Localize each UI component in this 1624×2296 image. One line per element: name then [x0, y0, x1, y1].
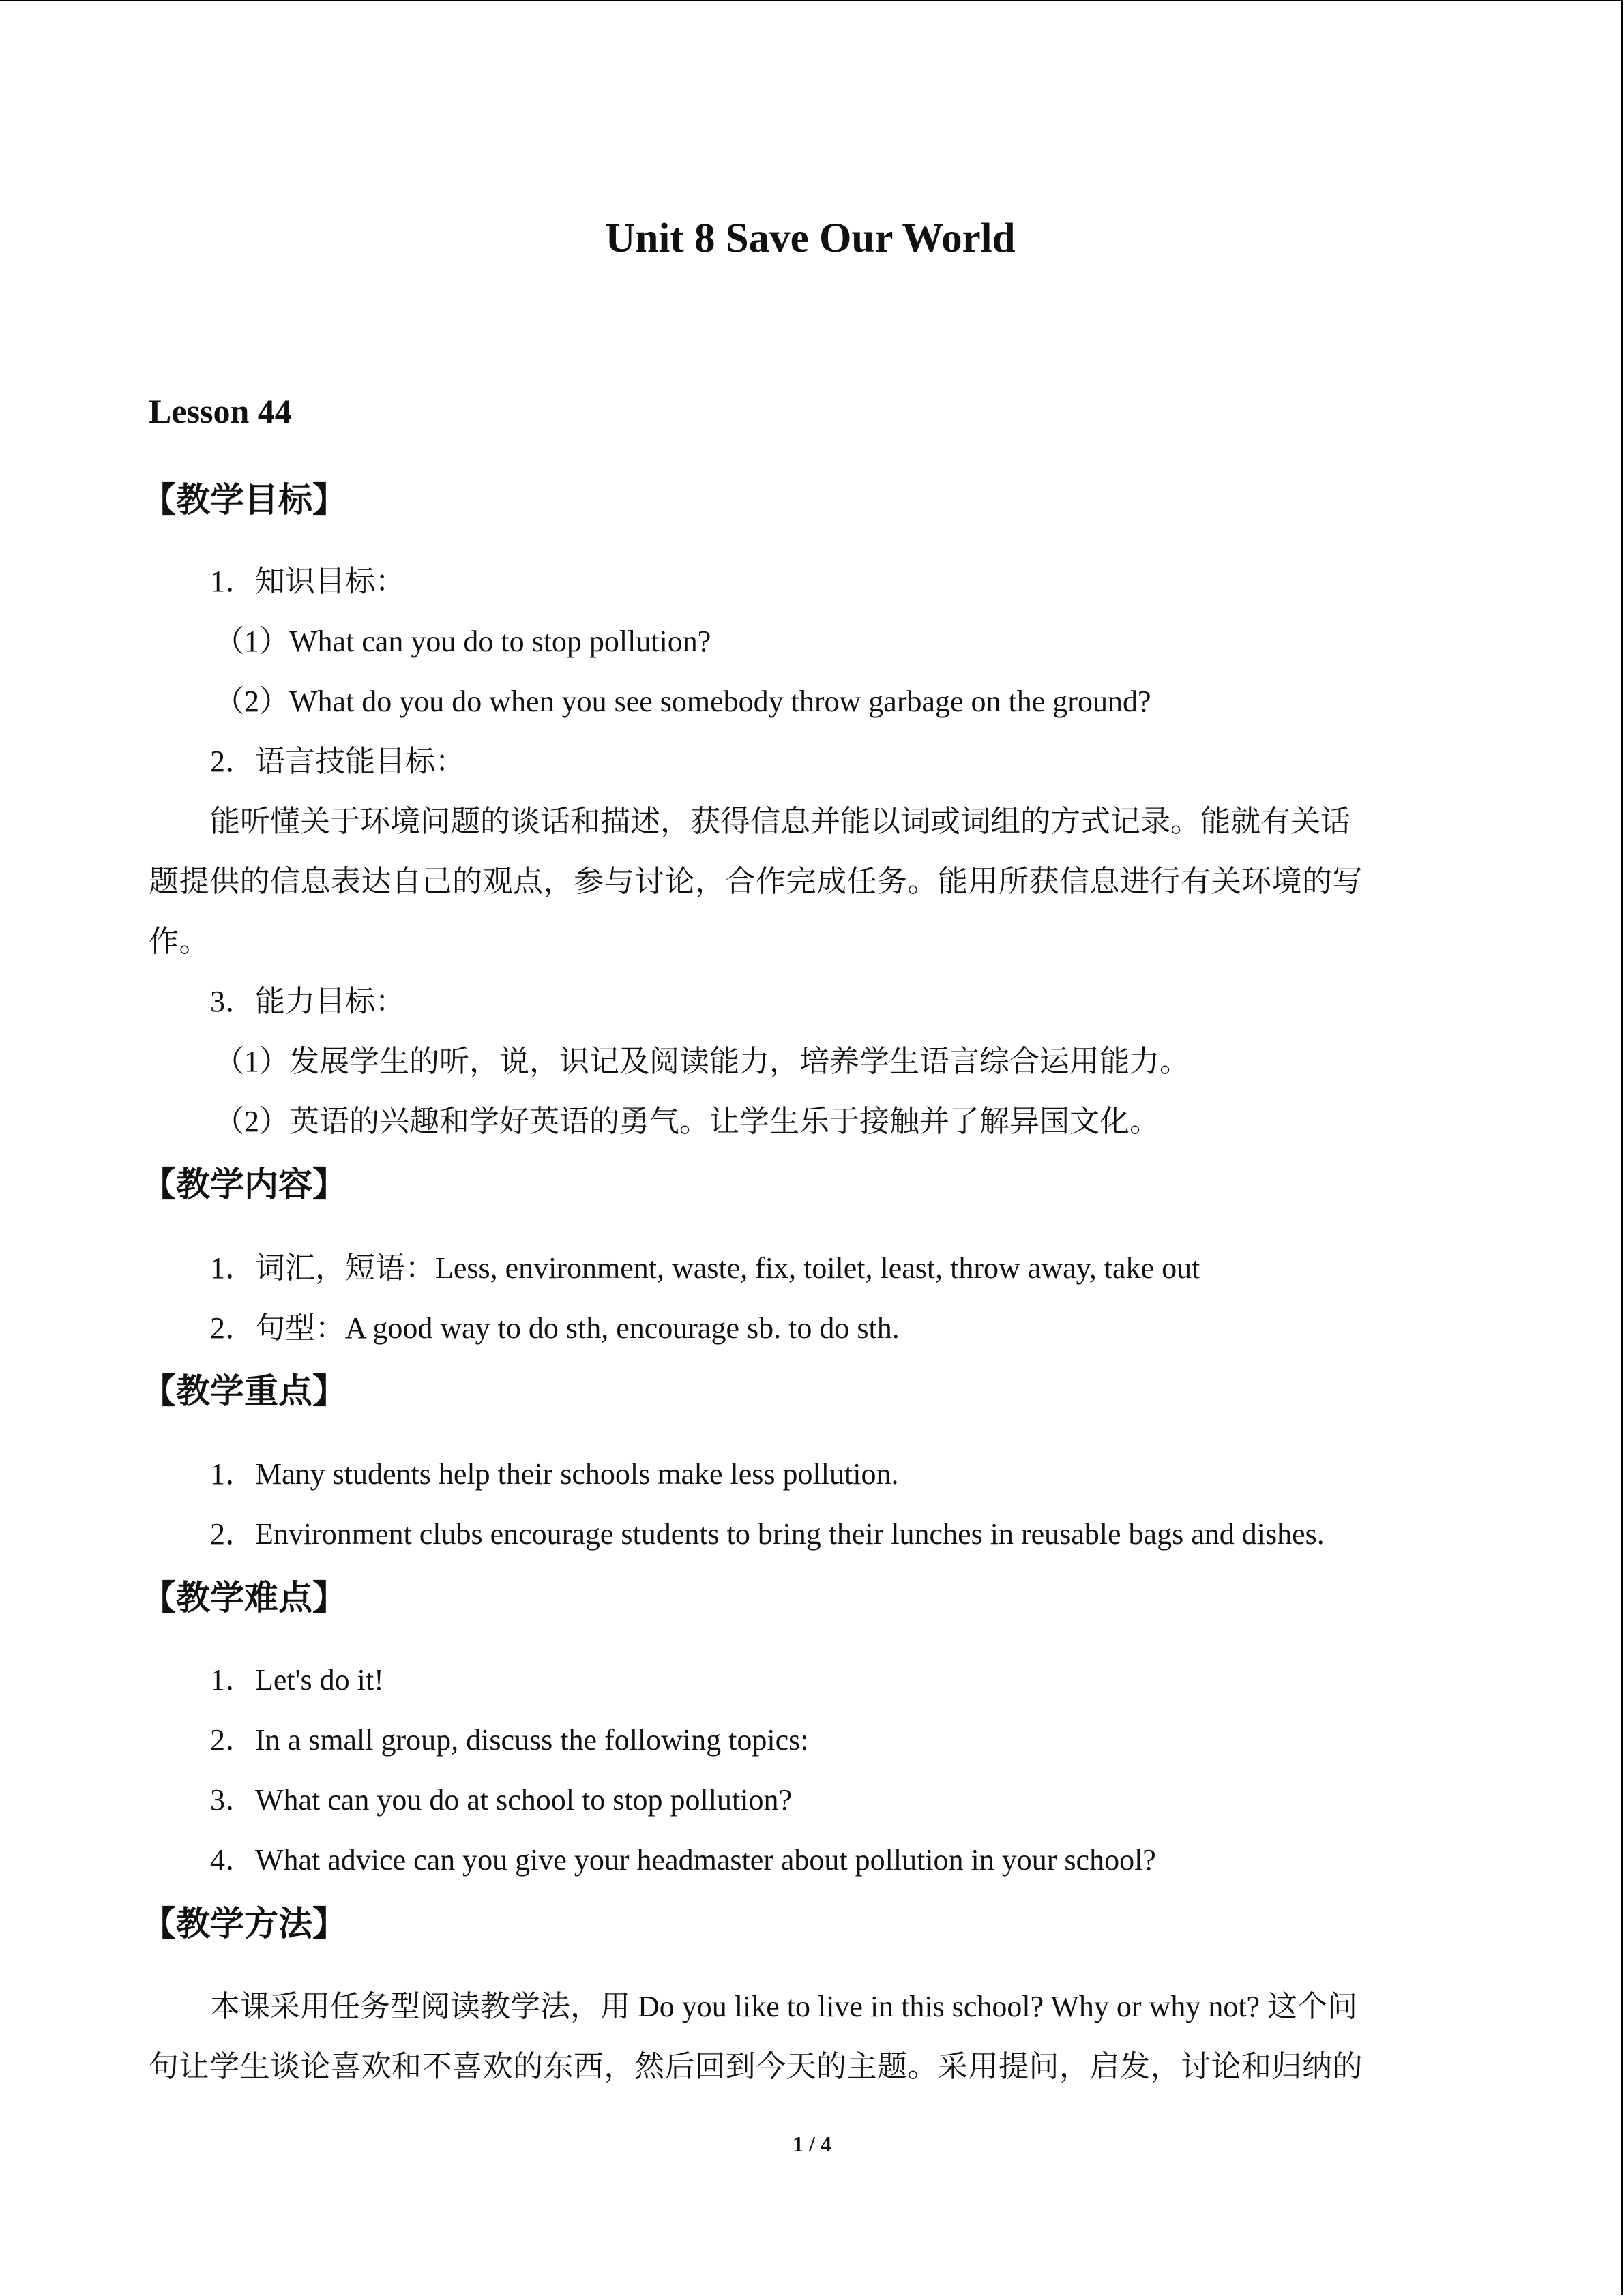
section-heading-difficulties: 【教学难点】 — [142, 1577, 346, 1617]
objective-ability-sub2: （2）英语的兴趣和学好英语的勇气。让学生乐于接触并了解异国文化。 — [214, 1105, 1160, 1138]
objective-knowledge-sub2: （2）What do you do when you see somebody throw garbage on the ground? — [214, 685, 1151, 718]
objective-item-language: 2．语言技能目标： — [210, 745, 465, 778]
difficulty-item-3: 3．What can you do at school to stop pollution? — [210, 1783, 792, 1817]
methods-para-line1: 本课采用任务型阅读教学法，用 Do you like to live in this school? Why or why not? 这个问 — [210, 1990, 1358, 2023]
section-heading-key-points: 【教学重点】 — [142, 1371, 346, 1411]
key-point-item-1: 1．Many students help their schools make less pollution. — [210, 1457, 899, 1491]
document-title: Unit 8 Save Our World — [605, 215, 1016, 261]
page-number: 1 / 4 — [793, 2132, 831, 2156]
objective-knowledge-sub1: （1）What can you do to stop pollution? — [214, 625, 711, 658]
content-item-sentence: 2．句型：A good way to do sth, encourage sb. to do sth. — [210, 1311, 900, 1345]
lesson-title: Lesson 44 — [149, 392, 292, 430]
objective-language-para-line3: 作。 — [149, 925, 209, 958]
content-item-vocabulary: 1．词汇，短语：Less, environment, waste, fix, toilet, least, throw away, take out — [210, 1251, 1200, 1285]
difficulty-item-4: 4．What advice can you give your headmaster about pollution in your school? — [210, 1843, 1156, 1877]
methods-para-line2: 句让学生谈论喜欢和不喜欢的东西，然后回到今天的主题。采用提问，启发，讨论和归纳的 — [149, 2050, 1363, 2083]
objective-language-para-line1: 能听懂关于环境问题的谈话和描述，获得信息并能以词或词组的方式记录。能就有关话 — [210, 805, 1350, 838]
difficulty-item-1: 1．Let's do it! — [210, 1663, 384, 1697]
section-heading-methods: 【教学方法】 — [142, 1903, 346, 1943]
section-heading-objectives: 【教学目标】 — [142, 479, 346, 520]
objective-language-para-line2: 题提供的信息表达自己的观点，参与讨论，合作完成任务。能用所获信息进行有关环境的写 — [149, 865, 1363, 898]
section-heading-content: 【教学内容】 — [142, 1164, 346, 1204]
key-point-item-2: 2．Environment clubs encourage students to bring their lunches in reusable bags and dishes. — [210, 1517, 1325, 1551]
difficulty-item-2: 2．In a small group, discuss the following topics: — [210, 1723, 809, 1757]
objective-item-knowledge: 1．知识目标： — [210, 565, 405, 598]
objective-ability-sub1: （1）发展学生的听，说，识记及阅读能力，培养学生语言综合运用能力。 — [214, 1045, 1190, 1078]
objective-item-ability: 3．能力目标： — [210, 985, 405, 1018]
